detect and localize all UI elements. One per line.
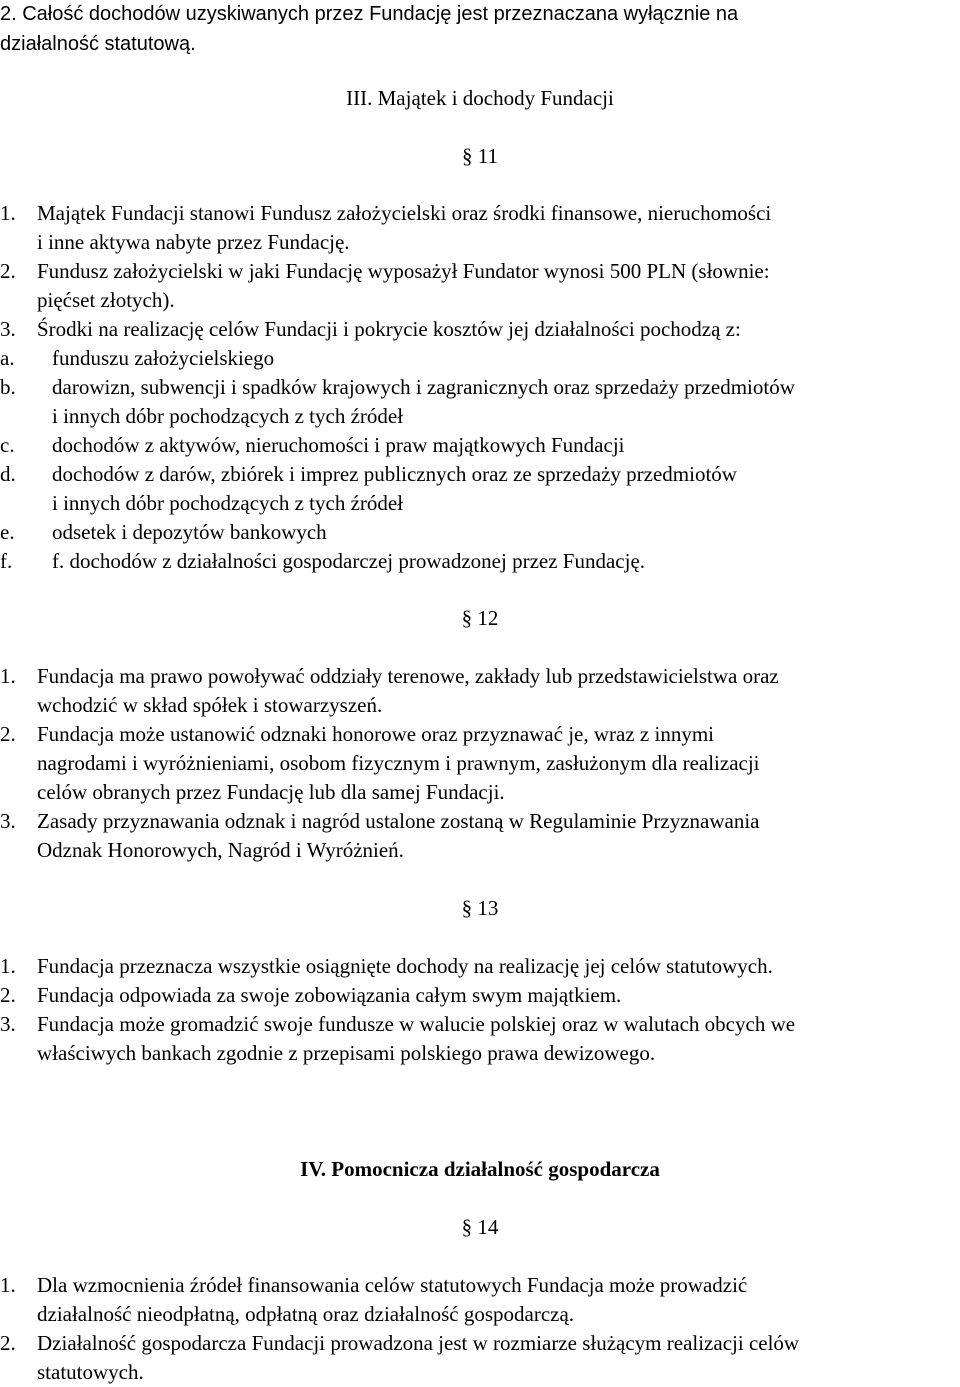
item-number: 2.	[0, 259, 16, 283]
sublist-item-line: darowizn, subwencji i spadków krajowych i zagranicznych oraz sprzedaży przedmiotów	[52, 375, 795, 399]
item-number: 2.	[0, 1331, 16, 1355]
item-number: 3.	[0, 809, 16, 833]
sublist-item-line: odsetek i depozytów bankowych	[52, 520, 327, 544]
list-item-line: Fundacja może ustanowić odznaki honorowe oraz przyznawać je, wraz z innymi	[37, 722, 714, 746]
list-item-line: właściwych bankach zgodnie z przepisami polskiego prawa dewizowego.	[37, 1041, 656, 1065]
sublist-item-line: dochodów z darów, zbiórek i imprez publicznych oraz ze sprzedaży przedmiotów	[52, 462, 737, 486]
item-letter: a.	[0, 346, 15, 370]
sublist-item-line: dochodów z aktywów, nieruchomości i praw majątkowych Fundacji	[52, 433, 625, 457]
list-item-line: Fundacja ma prawo powoływać oddziały terenowe, zakłady lub przedstawicielstwa oraz	[37, 664, 779, 688]
item-letter: d.	[0, 462, 16, 486]
sublist-item-line: f. dochodów z działalności gospodarczej prowadzonej przez Fundację.	[52, 549, 646, 573]
list-item-line: Odznak Honorowych, Nagród i Wyróżnień.	[37, 838, 404, 862]
item-number: 1.	[0, 201, 16, 225]
list-item-line: nagrodami i wyróżnieniami, osobom fizycznym i prawnym, zasłużonym dla realizacji	[37, 751, 760, 775]
list-item-line: Fundacja przeznacza wszystkie osiągnięte dochody na realizację jej celów statutowych.	[37, 954, 773, 978]
list-item-line: Działalność gospodarcza Fundacji prowadzona jest w rozmiarze służącym realizacji celów	[37, 1331, 800, 1355]
section-title: IV. Pomocnicza działalność gospodarcza	[300, 1157, 660, 1181]
item-letter: f.	[0, 549, 13, 573]
item-number: 3.	[0, 1012, 16, 1036]
paragraph-header: § 11	[462, 144, 498, 168]
item-number: 1.	[0, 664, 16, 688]
sublist-item-line: i innych dóbr pochodzących z tych źródeł	[52, 491, 404, 515]
paragraph-header: § 12	[461, 606, 499, 630]
list-item-line: Fundacja może gromadzić swoje fundusze w walucie polskiej oraz w walutach obcych we	[37, 1012, 796, 1036]
list-item-line: działalność nieodpłatną, odpłatną oraz działalność gospodarczą.	[37, 1302, 575, 1326]
sublist-item-line: funduszu założycielskiego	[52, 346, 275, 370]
item-letter: c.	[0, 433, 15, 457]
list-item-line: Środki na realizację celów Fundacji i pokrycie kosztów jej działalności pochodzą z:	[37, 317, 741, 341]
list-item-line: statutowych.	[37, 1360, 144, 1384]
list-item-line: Dla wzmocnienia źródeł finansowania celów statutowych Fundacja może prowadzić	[37, 1273, 748, 1297]
item-number: 3.	[0, 317, 16, 341]
list-item-line: Majątek Fundacji stanowi Fundusz założycielski oraz środki finansowe, nieruchomości	[37, 201, 772, 225]
section-title: III. Majątek i dochody Fundacji	[346, 86, 614, 110]
item-number: 1.	[0, 954, 16, 978]
list-item-line: wchodzić w skład spółek i stowarzyszeń.	[37, 693, 383, 717]
list-item-line: Zasady przyznawania odznak i nagród ustalone zostaną w Regulaminie Przyznawania	[37, 809, 760, 833]
item-number: 2.	[0, 722, 16, 746]
list-item-line: pięćset złotych).	[37, 288, 175, 312]
list-item-line: Fundusz założycielski w jaki Fundację wyposażył Fundator wynosi 500 PLN (słownie:	[37, 259, 770, 283]
item-number: 1.	[0, 1273, 16, 1297]
paragraph-header: § 13	[461, 896, 499, 920]
paragraph-line: 2. Całość dochodów uzyskiwanych przez Fundację jest przeznaczana wyłącznie na	[0, 3, 739, 25]
list-item-line: i inne aktywa nabyte przez Fundację.	[37, 230, 350, 254]
item-number: 2.	[0, 983, 16, 1007]
item-letter: e.	[0, 520, 15, 544]
paragraph-line: działalność statutową.	[0, 33, 196, 55]
list-item-line: celów obranych przez Fundację lub dla samej Fundacji.	[37, 780, 505, 804]
item-letter: b.	[0, 375, 16, 399]
sublist-item-line: i innych dóbr pochodzących z tych źródeł	[52, 404, 404, 428]
paragraph-header: § 14	[461, 1215, 499, 1239]
list-item-line: Fundacja odpowiada za swoje zobowiązania całym swym majątkiem.	[37, 983, 622, 1007]
